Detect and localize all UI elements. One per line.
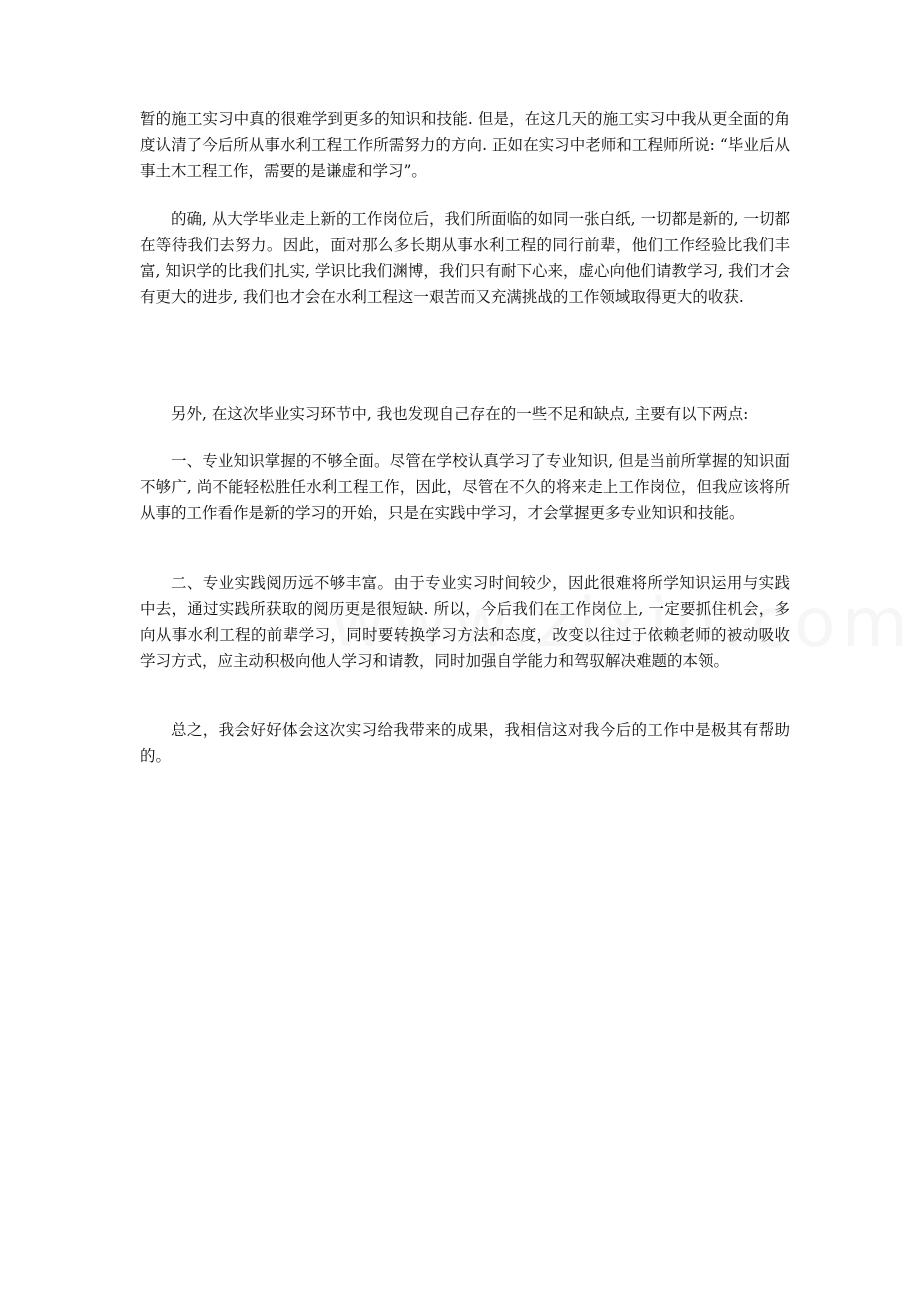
paragraph-indeed: 的确, 从大学毕业走上新的工作岗位后，我们所面临的如同一张白纸, 一切都是新的, 一切都在等待我们去努力。因此，面对那么多长期从事水利工程的同行前辈，他们工作经验比我们丰富, 知识学的比我们扎实, 学识比我们渊博，我们只有耐下心来，虚心向他们请教学习, 我们才会有更大的进步, 我们也才会在水利工程这一艰苦而又充满挑战的工作领域取得更大的收获. (140, 210, 790, 306)
paragraph-conclusion: 总之，我会好好体会这次实习给我带来的成果，我相信这对我今后的工作中是极其有帮助的。 (140, 721, 790, 765)
paragraph-continuation: 暂的施工实习中真的很难学到更多的知识和技能. 但是，在这几天的施工实习中我从更全面的角度认清了今后所从事水利工程工作所需努力的方向. 正如在实习中老师和工程师所说: “毕业后从事土木工程工作，需要的是谦虚和学习”。 (140, 110, 790, 180)
paragraph-point-two: 二、专业实践阅历远不够丰富。由于专业实习时间较少，因此很难将所学知识运用与实践中去，通过实践所获取的阅历更是很短缺. 所以，今后我们在工作岗位上, 一定要抓住机会，多向从事水利工程的前辈学习，同时要转换学习方法和态度，改变以往过于依赖老师的被动吸收学习方式，应主动积极向他人学习和请教，同时加强自学能力和驾驭解决难题的本领。 (140, 574, 790, 670)
paragraph-shortcomings-intro: 另外, 在这次毕业实习环节中, 我也发现自己存在的一些不足和缺点, 主要有以下两点: (171, 405, 749, 423)
paragraph-point-one: 一、专业知识掌握的不够全面。尽管在学校认真学习了专业知识, 但是当前所掌握的知识面不够广, 尚不能轻松胜任水利工程工作，因此，尽管在不久的将来走上工作岗位，但我应该将所从事的工作看作是新的学习的开始，只是在实践中学习，才会掌握更多专业知识和技能。 (140, 452, 790, 522)
